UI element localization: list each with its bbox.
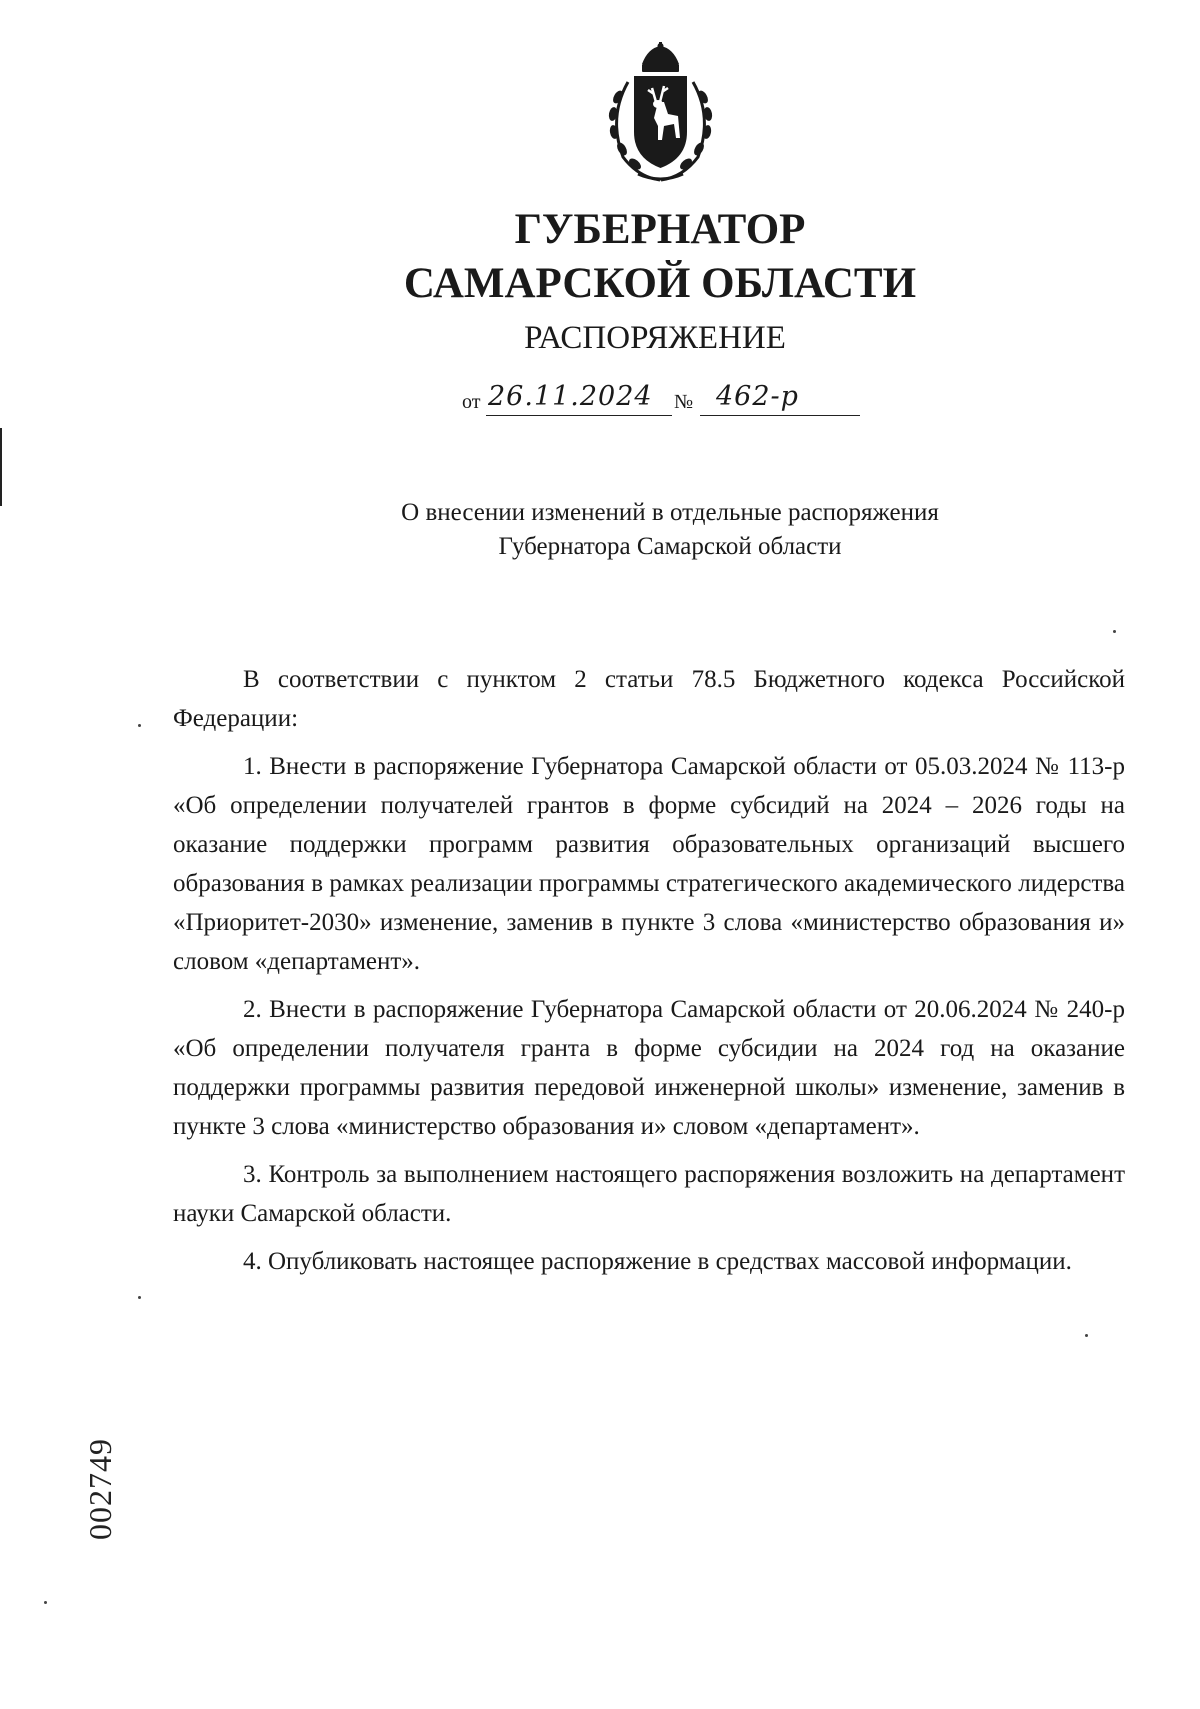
scan-speck [44, 1601, 47, 1604]
scan-speck [1085, 1334, 1088, 1337]
subject-line-2: Губернатора Самарской области [498, 533, 842, 560]
number-handwritten: 462-р [716, 381, 799, 412]
document-body [173, 660, 1125, 1290]
number-label: № [674, 391, 694, 413]
title-line-2: САМАРСКОЙ ОБЛАСТИ [403, 260, 917, 307]
title-line-1: ГУБЕРНАТОР [514, 206, 806, 253]
number-underline [700, 415, 860, 416]
clause-1-paragraph: 1. Внести в распоряжение Губернатора Самарской области от 05.03.2024 № 113-р «Об определении получателей грантов в форме субсидий на 2024 – 2026 годы на оказание поддержки программ развития образовательных организаций высшего образования в рамках реализации программы стратегического академического лидерства «Приоритет-2030» изменение, заменив в пункте 3 слова «министерство образования и» словом «департамент». [173, 753, 1125, 975]
preamble-paragraph: В соответствии с пунктом 2 статьи 78.5 Бюджетного кодекса Российской Федерации: [173, 666, 1125, 732]
scan-edge-mark [0, 428, 2, 506]
date-label: от [462, 391, 481, 413]
registration-line [462, 380, 862, 420]
document-subject [340, 496, 1000, 564]
scan-speck [138, 724, 141, 727]
scan-speck [138, 1296, 141, 1299]
subject-line-1: О внесении изменений в отдельные распоряжения [401, 499, 939, 526]
serial-number-stamp: 002749 [82, 1438, 118, 1540]
clause-2-paragraph: 2. Внести в распоряжение Губернатора Самарской области от 20.06.2024 № 240-р «Об определении получателя гранта в форме субсидии на 2024 год на оказание поддержки программы развития передовой инженерной школы» изменение, заменив в пункте 3 слова «министерство образования и» словом «департамент». [173, 996, 1125, 1140]
samara-coat-of-arms-icon [598, 42, 723, 187]
clause-4-paragraph: 4. Опубликовать настоящее распоряжение в средствах массовой информации. [243, 1248, 1072, 1275]
document-type: РАСПОРЯЖЕНИЕ [524, 320, 786, 356]
scan-speck [1113, 630, 1116, 633]
date-handwritten: 26.11.2024 [488, 381, 653, 412]
clause-3-paragraph: 3. Контроль за выполнением настоящего распоряжения возложить на департамент науки Самарской области. [173, 1161, 1125, 1227]
date-underline [486, 415, 672, 416]
